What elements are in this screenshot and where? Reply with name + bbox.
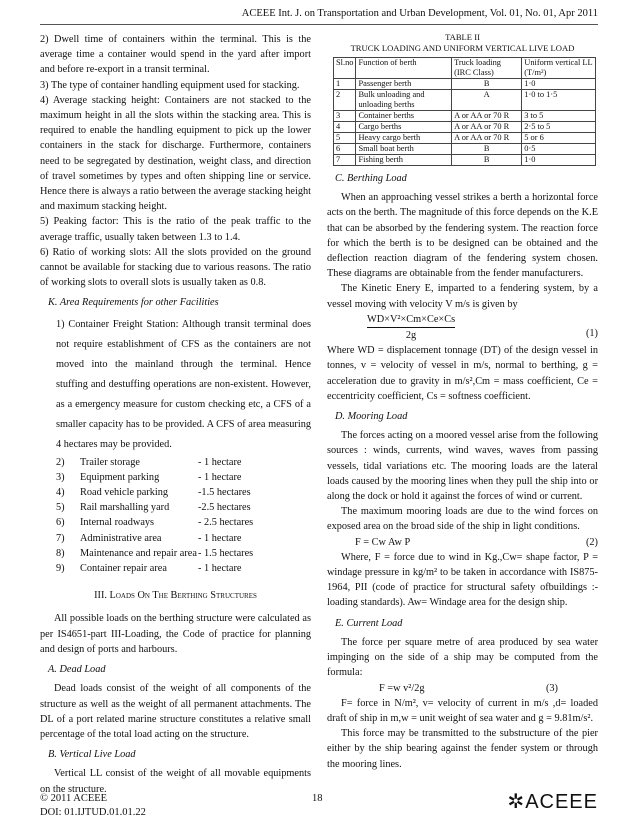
table-cell: 3 to 5: [522, 111, 596, 122]
facility-area: - 1 hectare: [198, 563, 242, 575]
facility-area: - 1.5 hectares: [198, 547, 254, 559]
logo-star-icon: ✲: [507, 791, 526, 813]
para-cfs: 1) Container Freight Station: Although transit terminal does not require establishment of CFS as the containers are not moved into the mainland through the terminal. Hence stuffing and destuffing operations are non-existent. However, as a emergency measure for custom checking etc, a CFS of a smaller capacity has to be provided. A CFS of area measuring 4 hectares may be provided.: [56, 318, 311, 450]
facility-area: - 1 hectare: [198, 471, 242, 483]
equation-3: [327, 681, 598, 696]
running-header: ACEEE Int. J. on Transportation and Urban Development, Vol. 01, No. 01, Apr 2011: [241, 8, 598, 19]
table-cell: A or AA or 70 R: [452, 133, 522, 144]
section-c-heading: C. Berthing Load: [335, 173, 407, 184]
para-where: Where WD = displacement tonnage (DT) of the design vessel in tonnes, v = velocity of vessel in m/s, normal to berthing, g = acceleration due to gravity in m/s²,Cm = mass coefficient, Ce = eccentricity coefficient, Cs = softness coefficient.: [327, 345, 598, 402]
table-cell: 5 or 6: [522, 133, 596, 144]
table-row: [334, 111, 596, 122]
table-row: [334, 155, 596, 166]
facility-label: Equipment parking: [80, 471, 160, 483]
section-e-heading: E. Current Load: [335, 617, 403, 629]
facility-label: Internal roadways: [80, 517, 155, 529]
facility-area: - 2.5 hectares: [198, 517, 254, 529]
eq1-number: (1): [585, 327, 598, 339]
para-dead-load: Dead loads consist of the weight of all components of the structure as well as the weight of all permanent attachments. The DL of a port related marine structure constitutes a relative small percentage of the total load acting on the structure.: [40, 683, 311, 740]
table-cell: B: [452, 155, 522, 166]
para-wind: Where, F = force due to wind in Kg.,Cw= shape factor, P = windage pressure in kg/m² to be taken in accordance with IS875-1964, PII (code of practice for structural safety ofbuildings :- loading standards). Aw= Windage area for the design ship.: [327, 551, 598, 609]
table-cell: A: [452, 90, 522, 111]
table-cell: Bulk unloading and unloading berths: [356, 90, 452, 111]
para-stacking-height: 4) Average stacking height: Containers are not stacked to the maximum height in all the slots within the stacking area. This is required to enable the handling equipment to pick up the lower containers in the stack for discharge. Furthermore, containers need to be segregated by destination, weight class, and direction of travel sometimes by types and often shipping line or service. Hence there is always a ratio between the average stacking height and maximum stacking height.: [40, 94, 311, 213]
table-header-cell: Truck loading (IRC Class): [452, 58, 522, 79]
table-cell: 5: [334, 133, 356, 144]
table-header-cell: Sl.no: [334, 58, 356, 79]
facility-area: - 1 hectare: [198, 456, 242, 468]
facility-area: - 1 hectare: [198, 532, 242, 544]
para-kinetic-energy: The Kinetic Enery E, imparted to a fendering system, by a vessel moving with velocity V m/s is given by: [327, 283, 598, 310]
facility-label: Road vehicle parking: [80, 487, 169, 499]
para-peaking-factor: 5) Peaking factor: This is the ratio of the peak traffic to the average traffic, usually taken between 1.3 to 1.4.: [40, 216, 311, 243]
facility-number: 2): [56, 456, 65, 468]
eq1-numerator: WD×V²×Cm×Ce×Cs: [367, 312, 455, 328]
table-cell: A or AA or 70 R: [452, 111, 522, 122]
table-cell: B: [452, 79, 522, 90]
table-row: [334, 144, 596, 155]
facility-item: [40, 455, 311, 470]
table-cell: Fishing berth: [356, 155, 452, 166]
table-cell: 4: [334, 122, 356, 133]
facility-area: -1.5 hectares: [198, 487, 251, 499]
table-body: [334, 79, 596, 166]
table-caption: TRUCK LOADING AND UNIFORM VERTICAL LIVE LOAD: [350, 43, 575, 53]
table-row: [334, 133, 596, 144]
facility-label: Container repair area: [80, 563, 167, 575]
para-live-load: Vertical LL consist of the weight of all movable equipments on the structure.: [40, 768, 311, 795]
facility-area: -2.5 hectares: [198, 502, 251, 514]
table-cell: Container berths: [356, 111, 452, 122]
right-column: [327, 32, 598, 772]
section-a-heading: A. Dead Load: [48, 664, 106, 676]
truck-loading-table: [333, 57, 596, 166]
facility-item: [40, 470, 311, 485]
para-dwell-time: 2) Dwell time of containers within the terminal. This is the average time a container would spend in the yard after import and before re-export in a transit terminal.: [40, 34, 311, 76]
para-equipment: 3) The type of container handling equipment used for stacking.: [40, 79, 300, 91]
table-cell: B: [452, 144, 522, 155]
facility-number: 6): [56, 517, 65, 529]
table-header-cell: Uniform vertical LL (T/m²): [522, 58, 596, 79]
table-cell: Cargo berths: [356, 122, 452, 133]
eq1-denominator: 2g: [405, 330, 417, 342]
equation-2: [327, 535, 598, 550]
table-cell: 3: [334, 111, 356, 122]
para-mooring: The forces acting on a moored vessel arise from the following sources : winds, currents, wind waves, waves from passing vessels, tidal variations etc. The mooring loads are the lateral loads caused by the mooring lines when they pull the ship into or along the dock or hold it against the forces of wind or current.: [327, 430, 598, 503]
section-iii-heading: III. Loads On The Berthing Structures: [94, 590, 257, 602]
left-column: [40, 32, 311, 797]
table-row: [334, 79, 596, 90]
table-cell: Passenger berth: [356, 79, 452, 90]
eq3-number: (3): [545, 682, 558, 694]
table-cell: 7: [334, 155, 356, 166]
facility-label: Maintenance and repair area: [80, 547, 197, 559]
logo-text: ACEEE: [525, 791, 598, 813]
facility-number: 3): [56, 471, 65, 483]
facility-item: [40, 561, 311, 576]
facility-label: Trailer storage: [80, 456, 140, 468]
facility-number: 5): [56, 502, 65, 514]
facility-item: [40, 500, 311, 515]
para-max-mooring: The maximum mooring loads are due to the wind forces on exposed area on the broad side of the ship in light conditions.: [327, 506, 598, 533]
table-cell: 1·0 to 1·5: [522, 90, 596, 111]
eq3-formula: F =w v²/2g: [379, 682, 425, 694]
table-cell: 1·0: [522, 79, 596, 90]
doi: DOI: 01.IJTUD.01.01.22: [40, 807, 146, 818]
para-transmit: This force may be transmitted to the substructure of the pier either by the ship bearing against the fender system or through the mooring lines.: [327, 728, 598, 770]
para-berthing: When an approaching vessel strikes a berth a horizontal force acts on the berth. The magnitude of this force depends on the K.E that can be absorbed by the fendering system. The reaction force for which the berth is to be designed can be obtained and the deflection reaction diagram of the fendering system chosen. These diagrams are obtainable from the fender manufacturers.: [327, 192, 598, 280]
page-number: 18: [312, 793, 323, 804]
facility-list: [40, 455, 311, 577]
section-d-heading: D. Mooring Load: [335, 411, 408, 423]
para-current: The force per square metre of area produced by sea water impinging on the side of a ship may be computed from the formula:: [327, 636, 598, 679]
para-current-vars: F= force in N/m², v= velocity of current in m/s ,d= loaded draft of ship in m,w = unit weight of sea water and g = 9.81m/s².: [327, 697, 598, 724]
facility-item: [40, 515, 311, 530]
facility-number: 9): [56, 563, 65, 575]
table-row: [334, 122, 596, 133]
eq2-formula: F = Cw Aw P: [355, 536, 411, 548]
facility-label: Rail marshalling yard: [80, 502, 170, 514]
facility-item: [40, 546, 311, 561]
table-cell: 1·0: [522, 155, 596, 166]
table-header-cell: Function of berth: [356, 58, 452, 79]
para-loads: All possible loads on the berthing structure were calculated as per IS4651-part III-Loading, the Code of practice for planning and design of ports and harbours.: [40, 613, 311, 655]
header-rule: [40, 24, 598, 25]
section-k-heading: K. Area Requirements for other Facilities: [48, 297, 219, 309]
facility-item: [40, 531, 311, 546]
aceee-logo: [507, 789, 598, 814]
table-cell: 0·5: [522, 144, 596, 155]
facility-item: [40, 485, 311, 500]
table-cell: 2: [334, 90, 356, 111]
para-working-slots: 6) Ratio of working slots: All the slots provided on the ground cannot be available for stacking due to various reasons. The ratio of working slots to overall slots is usually taken as 0.8.: [40, 246, 311, 289]
table-cell: Small boat berth: [356, 144, 452, 155]
eq2-number: (2): [585, 536, 598, 548]
table-cell: A or AA or 70 R: [452, 122, 522, 133]
facility-number: 8): [56, 547, 65, 559]
copyright: © 2011 ACEEE: [40, 793, 108, 804]
facility-label: Administrative area: [80, 532, 162, 544]
table-cell: 2·5 to 5: [522, 122, 596, 133]
table-cell: 6: [334, 144, 356, 155]
table-header-row: [334, 58, 596, 79]
facility-number: 7): [56, 532, 65, 544]
table-cell: Heavy cargo berth: [356, 133, 452, 144]
table-row: [334, 90, 596, 111]
section-b-heading: B. Vertical Live Load: [48, 749, 136, 761]
table-cell: 1: [334, 79, 356, 90]
facility-number: 4): [56, 487, 65, 499]
table-number: TABLE II: [445, 32, 480, 42]
equation-1: [327, 312, 598, 343]
